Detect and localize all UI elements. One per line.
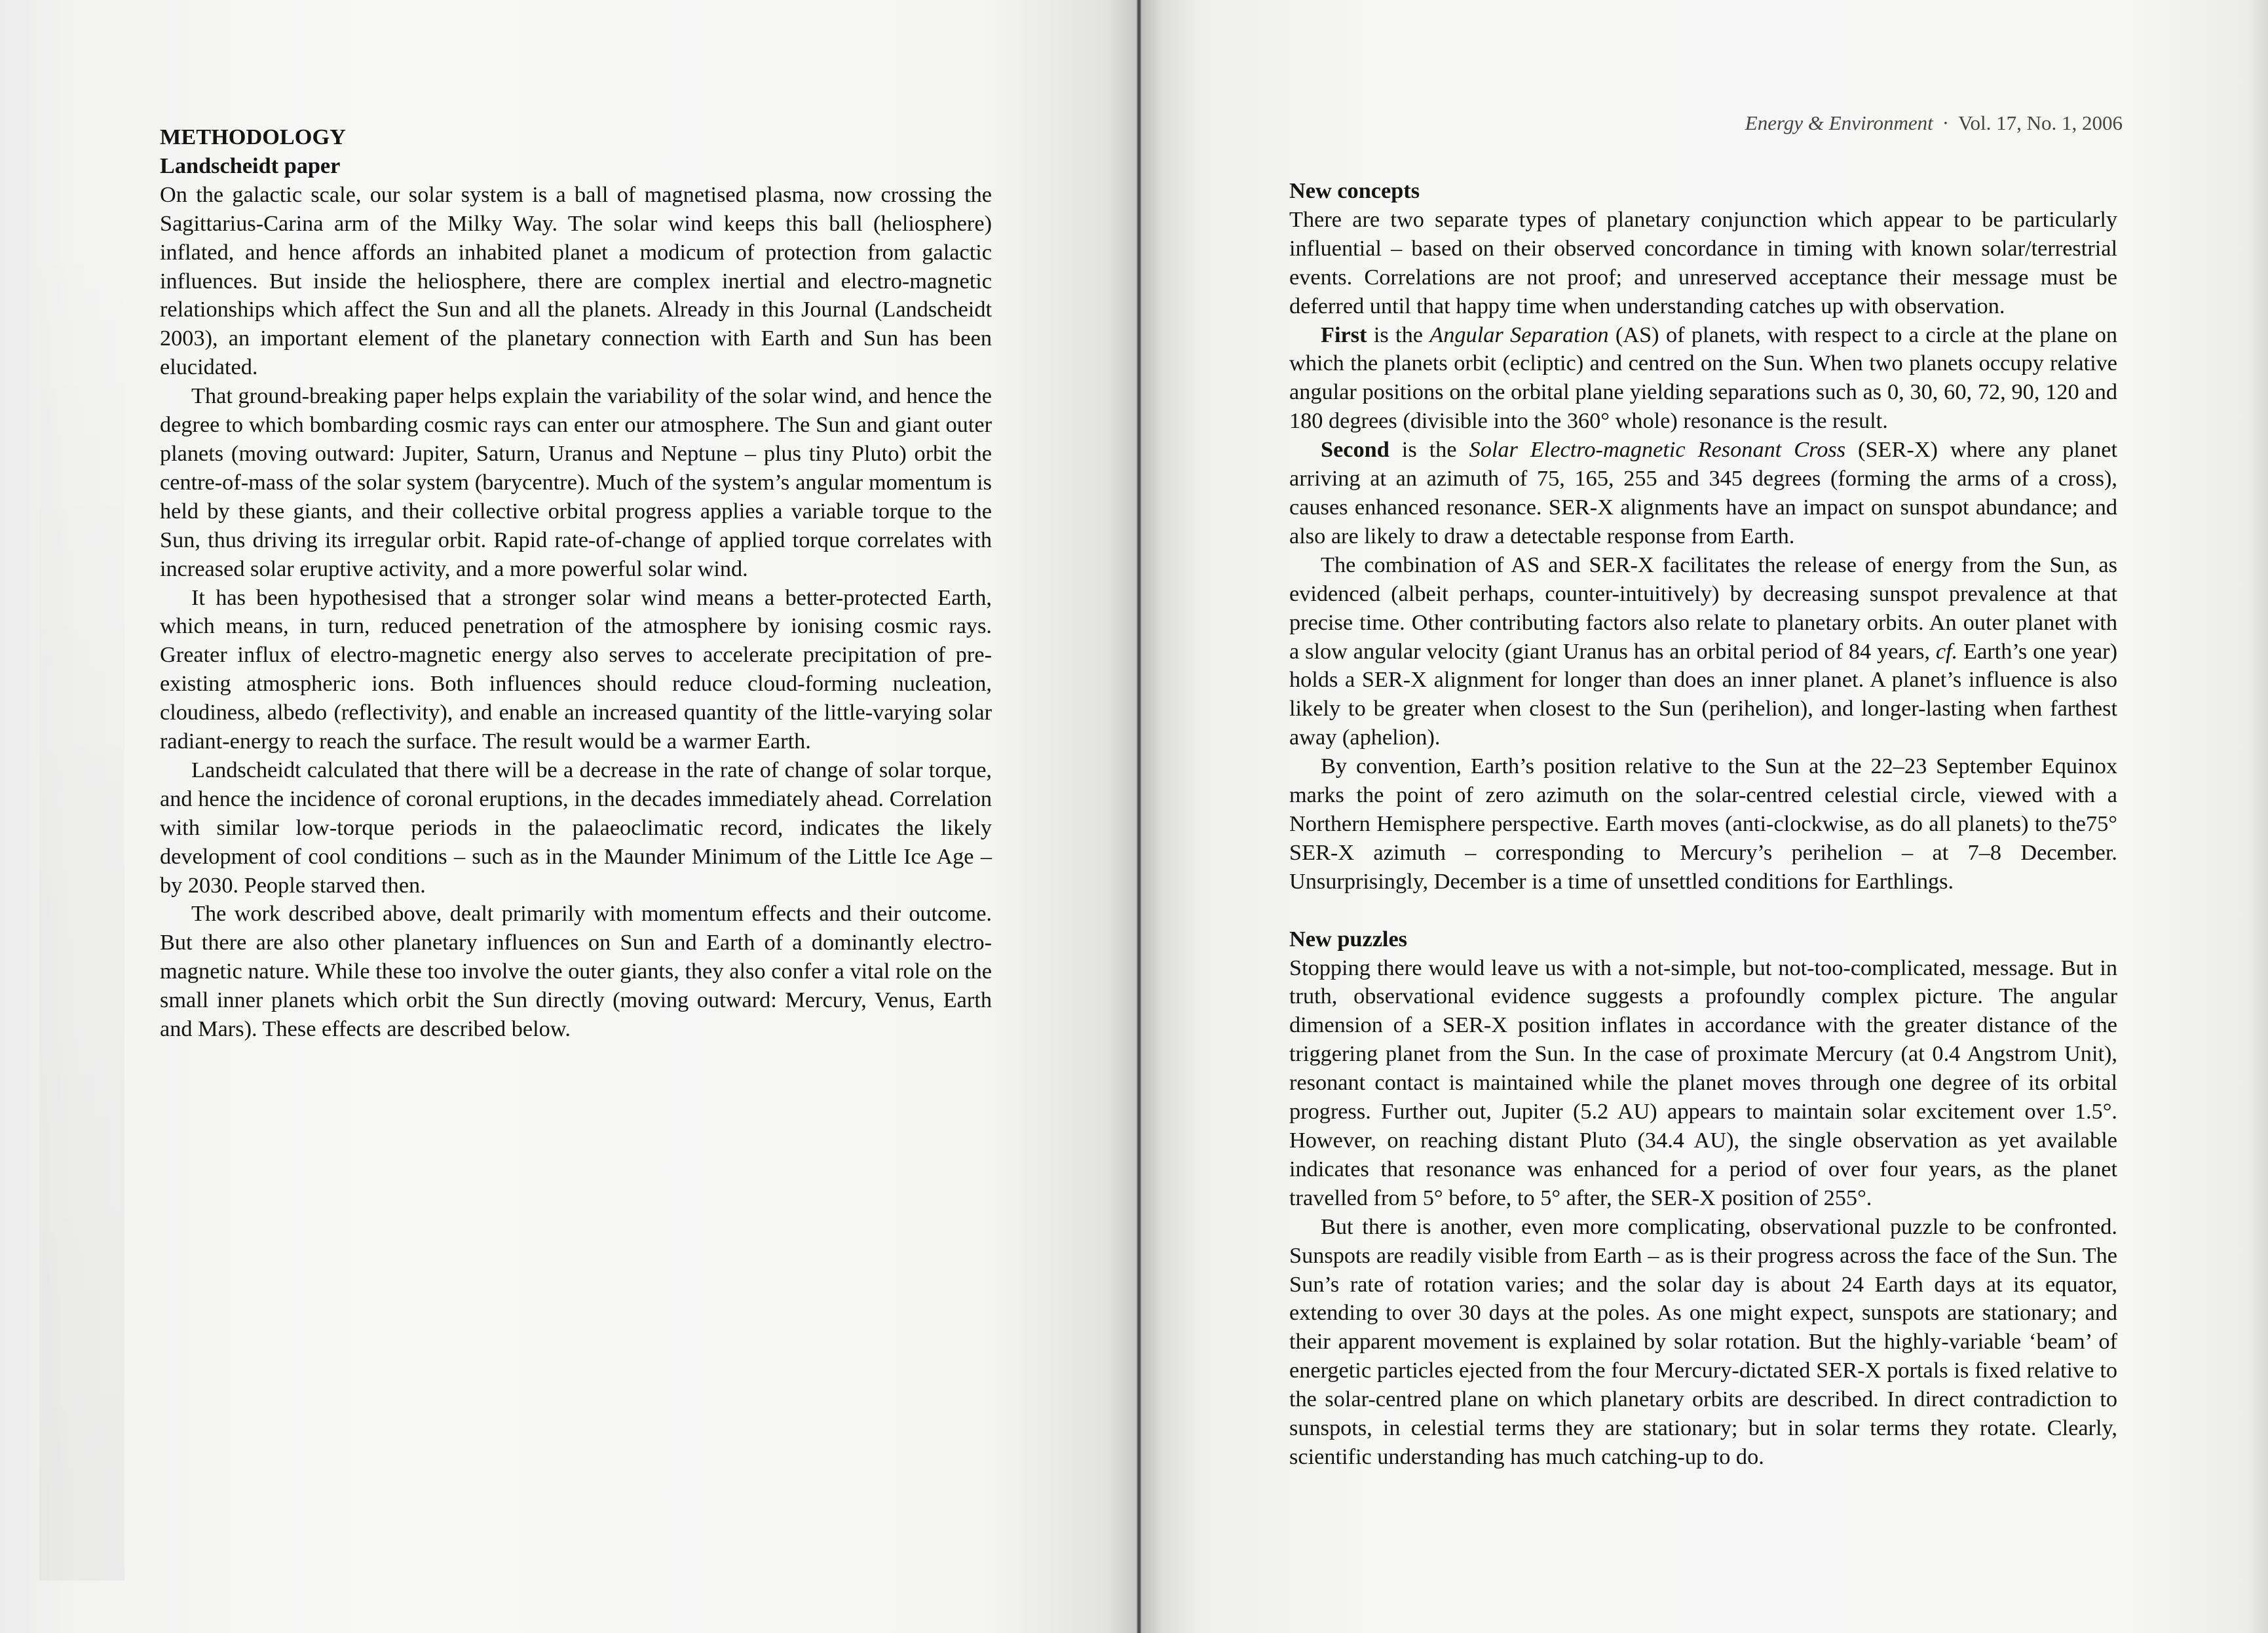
paragraph: There are two separate types of planetary conjunction which appear to be particularly influential – based on their observed concordance in timing with known solar/terrestrial events. Correlations are not proof; and unreserved acceptance their message must be deferred until that happy time when understanding catches up with observation.	[1289, 206, 2117, 318]
paragraph: But there is another, even more complicating, observational puzzle to be confronted. Sunspots are readily visible from Earth – as is their progress across the face of the Sun. The Sun’s rate of rotation varies; and the solar day is about 24 Earth days at its equator, extending to over 30 days at the poles. As one might expect, sunspots are stationary; and their apparent movement is explained by solar rotation. But the highly-variable ‘beam’ of energetic particles ejected from the four Mercury-dictated SER-X portals is fixed relative to the solar-centred plane on which planetary orbits are described. In direct contradiction to sunspots, in celestial terms they are stationary; but in solar terms they rotate. Clearly, scientific understanding has much catching-up to do.	[1289, 1214, 2117, 1469]
subheading-landscheidt-paper: Landscheidt paper	[160, 153, 341, 178]
lead-word: First	[1321, 322, 1367, 347]
paragraph	[1289, 551, 2117, 752]
show-through-shadow	[39, 204, 124, 1581]
section-heading-new-puzzles: New puzzles	[1289, 926, 1408, 951]
paragraph	[1289, 321, 2117, 436]
journal-title: Energy & Environment	[1745, 111, 1933, 134]
section-heading-methodology: METHODOLOGY	[160, 125, 346, 149]
running-head	[1690, 111, 2123, 135]
term-ser-x: Solar Electro-magnetic Resonant Cross	[1469, 437, 1846, 463]
paragraph-text: Earth’s one year) holds a SER-X alignment for longer than does an inner planet. A planet’s influence is also likely to be greater when closest to the Sun (perihelion), and longer-lasting when farthest away (aphelion).	[1289, 638, 2118, 750]
paragraph: Landscheidt calculated that there will be a decrease in the rate of change of solar torque, and hence the incidence of coronal eruptions, in the decades immediately ahead. Correlation with similar low-torque periods in the palaeoclimatic record, indicates the likely development of cool conditions – such as in the Maunder Minimum of the Little Ice Age – by 2030. People starved then.	[160, 757, 992, 898]
lead-word: Second	[1321, 437, 1389, 463]
abbrev-cf: cf.	[1935, 638, 1958, 664]
paragraph: That ground-breaking paper helps explain the variability of the solar wind, and hence the degree to which bombarding cosmic rays can enter our atmosphere. The Sun and giant outer planets (moving outward: Jupiter, Saturn, Uranus and Neptune – plus tiny Pluto) orbit the centre-of-mass of the solar system (barycentre). Much of the system’s angular momentum is held by these giants, and their collective orbital progress applies a variable torque to the Sun, thus driving its irregular orbit. Rapid rate-of-change of applied torque correlates with increased solar eruptive activity, and a more powerful solar wind.	[160, 383, 992, 581]
left-text-column	[160, 123, 992, 1044]
paragraph: It has been hypothesised that a stronger solar wind means a better-protected Earth, which means, in turn, reduced penetration of the atmosphere by ionising cosmic rays. Greater influx of electro-magnetic energy also serves to accelerate precipitation of pre-existing atmospheric ions. Both influences should reduce cloud-forming nucleation, cloudiness, albedo (reflectivity), and enable an increased quantity of the little-varying solar radiant-energy to reach the surface. The result would be a warmer Earth.	[160, 585, 992, 754]
paragraph	[1289, 436, 2117, 551]
paragraph: By convention, Earth’s position relative to the Sun at the 22–23 September Equinox marks the point of zero azimuth on the solar-centred celestial circle, viewed with a Northern Hemisphere perspective. Earth moves (anti-clockwise, as do all planets) to the75° SER-X azimuth – corresponding to Mercury’s perihelion – at 7–8 December. Unsurprisingly, December is a time of unsettled conditions for Earthlings.	[1289, 754, 2117, 894]
paragraph-text: (SER-X) where any planet arriving at an azimuth of 75, 165, 255 and 345 degrees (forming the arms of a cross), causes enhanced resonance. SER-X alignments have an impact on sunspot abundance; and also are likely to draw a detectable response from Earth.	[1289, 437, 2117, 548]
section-spacer	[1289, 896, 2117, 925]
right-text-column	[1289, 177, 2117, 1472]
term-angular-separation: Angular Separation	[1429, 322, 1609, 347]
paragraph-text: The combination of AS and SER-X facilitates the release of energy from the Sun, as evidenced (albeit perhaps, counter-intuitively) by decreasing sunspot prevalence at that precise time. Other contributing factors also relate to planetary orbits. An outer planet with a slow angular velocity (giant Uranus has an orbital period of 84 years,	[1289, 552, 2117, 664]
paragraph: The work described above, dealt primarily with momentum effects and their outcome. But there are also other planetary influences on Sun and Earth of a dominantly electro-magnetic nature. While these too involve the outer giants, they also confer a vital role on the small inner planets which orbit the Sun directly (moving outward: Mercury, Venus, Earth and Mars). These effects are described below.	[160, 901, 992, 1042]
paragraph: On the galactic scale, our solar system is a ball of magnetised plasma, now crossing the Sagittarius-Carina arm of the Milky Way. The solar wind keeps this ball (heliosphere) inflated, and hence affords an inhabited planet a modicum of protection from galactic influences. But inside the heliosphere, there are complex inertial and electro-magnetic relationships which affect the Sun and all the planets. Already in this Journal (Landscheidt 2003), an important element of the planetary connection with Earth and Sun has been elucidated.	[160, 182, 992, 380]
paragraph: Stopping there would leave us with a not-simple, but not-too-complicated, message. But in truth, observational evidence suggests a profoundly complex picture. The angular dimension of a SER-X position inflates in accordance with the greater distance of the triggering planet from the Sun. In the case of proximate Mercury (at 0.4 Angstrom Unit), resonant contact is maintained while the planet moves through one degree of its orbital progress. Further out, Jupiter (5.2 AU) appears to maintain solar excitement over 1.5°. However, on reaching distant Pluto (34.4 AU), the single observation as yet available indicates that resonance was enhanced for a period of over four years, as the planet travelled from 5° before, to 5° after, the SER-X position of 255°.	[1289, 955, 2117, 1210]
paragraph-text: (AS) of planets, with respect to a circle at the plane on which the planets orbit (ecliptic) and centred on the Sun. When two planets occupy relative angular positions on the orbital plane yielding separations such as 0, 30, 60, 72, 90, 120 and 180 degrees (divisible into the 360° whole) resonance is the result.	[1289, 322, 2118, 434]
paragraph-text: is the	[1367, 322, 1430, 347]
book-gutter	[1137, 0, 1141, 1633]
section-heading-new-concepts: New concepts	[1289, 178, 1420, 203]
running-head-separator: ·	[1942, 111, 1950, 134]
paragraph-text: is the	[1389, 437, 1469, 463]
volume-info: Vol. 17, No. 1, 2006	[1958, 111, 2123, 134]
